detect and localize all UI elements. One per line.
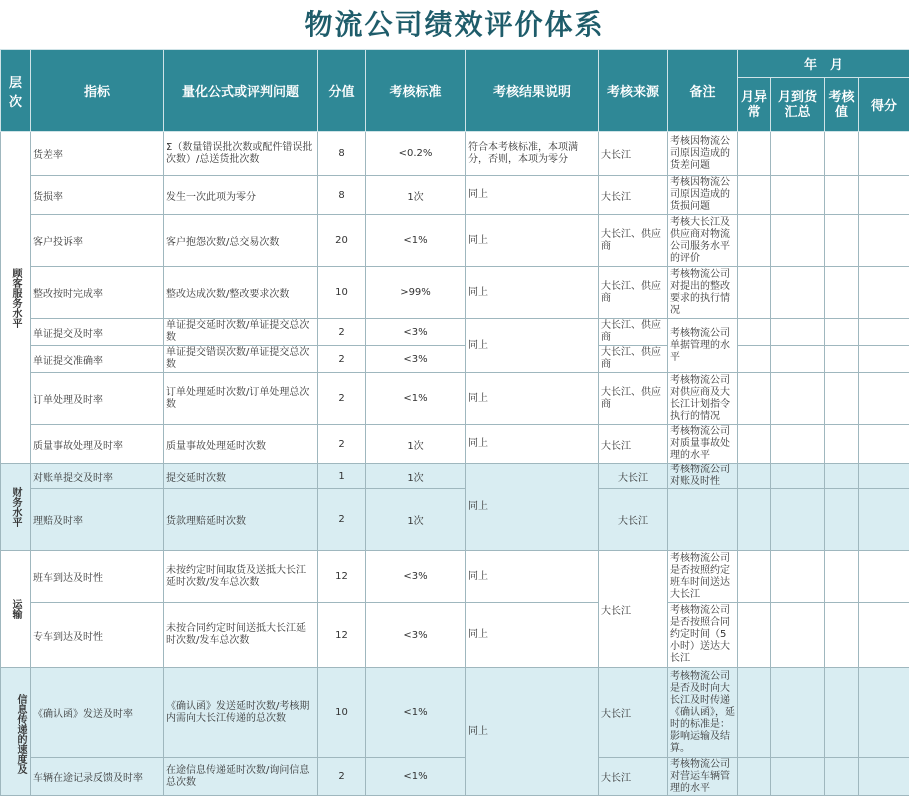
cell-points[interactable] xyxy=(859,464,909,489)
cell-remark: 考核物流公司是否及时向大长江及时传递《确认函》，延时的标准是：影响运输及结算。 xyxy=(668,668,738,758)
cell-points[interactable] xyxy=(859,319,909,346)
table-row xyxy=(1,215,909,267)
cell-result: 同上 xyxy=(466,267,599,319)
cell-indicator: 整改按时完成率 xyxy=(31,267,164,319)
table-row xyxy=(1,346,909,373)
cell-score: 12 xyxy=(318,551,366,603)
cell-monthly-summary[interactable] xyxy=(771,319,825,346)
cell-score: 8 xyxy=(318,176,366,215)
category-finance: 财务水平 xyxy=(1,464,31,551)
cell-result: 符合本考核标准，本项满分，否则，本项为零分 xyxy=(466,132,599,176)
cell-score: 20 xyxy=(318,215,366,267)
table-row xyxy=(1,551,909,603)
cell-score: 2 xyxy=(318,758,366,796)
cell-score: 2 xyxy=(318,489,366,551)
cell-result: 同上 xyxy=(466,176,599,215)
cell-formula: 单证提交延时次数/单证提交总次数 xyxy=(164,319,318,346)
cell-standard: <1% xyxy=(366,215,466,267)
cell-indicator: 货差率 xyxy=(31,132,164,176)
cell-points[interactable] xyxy=(859,425,909,464)
cell-standard: <3% xyxy=(366,346,466,373)
cell-formula: 未按合同约定时间送抵大长江延时次数/发车总次数 xyxy=(164,603,318,668)
cell-monthly-abnormal[interactable] xyxy=(738,176,771,215)
cell-formula: 单证提交错误次数/单证提交总次数 xyxy=(164,346,318,373)
header-level: 层次 xyxy=(1,50,31,132)
cell-standard: <1% xyxy=(366,373,466,425)
cell-remark: 考核物流公司单据管理的水平 xyxy=(668,319,738,373)
header-assessed-value: 考核值 xyxy=(825,78,859,132)
header-source: 考核来源 xyxy=(599,50,668,132)
cell-score: 10 xyxy=(318,668,366,758)
cell-formula: Σ（数量错误批次数或配件错误批次数）/总送货批次数 xyxy=(164,132,318,176)
cell-monthly-abnormal[interactable] xyxy=(738,373,771,425)
cell-score: 12 xyxy=(318,603,366,668)
cell-standard: 1次 xyxy=(366,464,466,489)
cell-source: 大长江 xyxy=(599,425,668,464)
category-info-transfer: 信息传递的速度及 xyxy=(1,668,31,796)
cell-points[interactable] xyxy=(859,215,909,267)
cell-standard: 1次 xyxy=(366,489,466,551)
cell-standard: <1% xyxy=(366,758,466,796)
cell-assessed-value[interactable] xyxy=(825,425,859,464)
cell-source: 大长江 xyxy=(599,464,668,489)
cell-points[interactable] xyxy=(859,176,909,215)
cell-monthly-abnormal[interactable] xyxy=(738,489,771,551)
table-row xyxy=(1,176,909,215)
cell-formula: 整改达成次数/整改要求次数 xyxy=(164,267,318,319)
cell-monthly-abnormal[interactable] xyxy=(738,346,771,373)
cell-monthly-abnormal[interactable] xyxy=(738,425,771,464)
cell-monthly-abnormal[interactable] xyxy=(738,267,771,319)
header-formula: 量化公式或评判问题 xyxy=(164,50,318,132)
header-points: 得分 xyxy=(859,78,909,132)
cell-result: 同上 xyxy=(466,373,599,425)
cell-points[interactable] xyxy=(859,758,909,796)
cell-indicator: 订单处理及时率 xyxy=(31,373,164,425)
cell-points[interactable] xyxy=(859,489,909,551)
cell-remark: 考核物流公司对供应商及大长江计划指令执行的情况 xyxy=(668,373,738,425)
cell-assessed-value[interactable] xyxy=(825,319,859,346)
cell-indicator: 班车到达及时性 xyxy=(31,551,164,603)
cell-indicator: 理赔及时率 xyxy=(31,489,164,551)
cell-assessed-value[interactable] xyxy=(825,132,859,176)
page-title: 物流公司绩效评价体系 xyxy=(0,0,909,49)
cell-indicator: 单证提交准确率 xyxy=(31,346,164,373)
table-row xyxy=(1,373,909,425)
cell-formula: 发生一次此项为零分 xyxy=(164,176,318,215)
cell-monthly-abnormal[interactable] xyxy=(738,319,771,346)
cell-standard: <3% xyxy=(366,319,466,346)
cell-standard: <3% xyxy=(366,551,466,603)
cell-formula: 《确认函》发送延时次数/考核期内需向大长江传递的总次数 xyxy=(164,668,318,758)
cell-remark: 考核物流公司对账及时性 xyxy=(668,464,738,489)
cell-formula: 订单处理延时次数/订单处理总次数 xyxy=(164,373,318,425)
cell-assessed-value[interactable] xyxy=(825,551,859,603)
cell-result: 同上 xyxy=(466,668,599,796)
cell-monthly-summary[interactable] xyxy=(771,346,825,373)
cell-remark xyxy=(668,489,738,551)
table-row xyxy=(1,267,909,319)
cell-result: 同上 xyxy=(466,215,599,267)
header-monthly-abnormal: 月异常 xyxy=(738,78,771,132)
cell-source: 大长江 xyxy=(599,176,668,215)
cell-assessed-value[interactable] xyxy=(825,464,859,489)
cell-indicator: 质量事故处理及时率 xyxy=(31,425,164,464)
cell-source: 大长江 xyxy=(599,489,668,551)
cell-result: 同上 xyxy=(466,425,599,464)
cell-score: 1 xyxy=(318,464,366,489)
cell-assessed-value[interactable] xyxy=(825,373,859,425)
table-row xyxy=(1,464,909,489)
cell-monthly-abnormal[interactable] xyxy=(738,758,771,796)
cell-standard: <1% xyxy=(366,668,466,758)
cell-monthly-summary[interactable] xyxy=(771,373,825,425)
cell-result: 同上 xyxy=(466,319,599,373)
cell-monthly-summary[interactable] xyxy=(771,489,825,551)
cell-formula: 客户抱怨次数/总交易次数 xyxy=(164,215,318,267)
cell-formula: 货款理赔延时次数 xyxy=(164,489,318,551)
cell-source: 大长江、供应商 xyxy=(599,373,668,425)
cell-formula: 提交延时次数 xyxy=(164,464,318,489)
cell-remark: 考核物流公司是否按照约定班车时间送达大长江 xyxy=(668,551,738,603)
cell-remark: 考核因物流公司原因造成的货损问题 xyxy=(668,176,738,215)
cell-monthly-abnormal[interactable] xyxy=(738,464,771,489)
cell-monthly-summary[interactable] xyxy=(771,668,825,758)
cell-source: 大长江、供应商 xyxy=(599,215,668,267)
cell-score: 2 xyxy=(318,425,366,464)
cell-assessed-value[interactable] xyxy=(825,267,859,319)
cell-indicator: 对账单提交及时率 xyxy=(31,464,164,489)
cell-points[interactable] xyxy=(859,346,909,373)
cell-indicator: 专车到达及时性 xyxy=(31,603,164,668)
cell-standard: >99% xyxy=(366,267,466,319)
cell-monthly-summary[interactable] xyxy=(771,464,825,489)
table-row xyxy=(1,425,909,464)
cell-formula: 未按约定时间取货及送抵大长江延时次数/发车总次数 xyxy=(164,551,318,603)
cell-indicator: 《确认函》发送及时率 xyxy=(31,668,164,758)
cell-indicator: 客户投诉率 xyxy=(31,215,164,267)
cell-standard: <3% xyxy=(366,603,466,668)
cell-monthly-summary[interactable] xyxy=(771,176,825,215)
cell-points[interactable] xyxy=(859,267,909,319)
cell-source: 大长江 xyxy=(599,551,668,668)
cell-source: 大长江 xyxy=(599,668,668,758)
cell-monthly-abnormal[interactable] xyxy=(738,215,771,267)
cell-score: 8 xyxy=(318,132,366,176)
cell-score: 2 xyxy=(318,346,366,373)
header-indicator: 指标 xyxy=(31,50,164,132)
cell-remark: 考核因物流公司原因造成的货差问题 xyxy=(668,132,738,176)
table-row xyxy=(1,758,909,796)
cell-monthly-summary[interactable] xyxy=(771,551,825,603)
cell-monthly-abnormal[interactable] xyxy=(738,603,771,668)
header-standard: 考核标准 xyxy=(366,50,466,132)
category-customer-service: 顾客服务水平 xyxy=(1,132,31,464)
cell-points[interactable] xyxy=(859,551,909,603)
cell-standard: 1次 xyxy=(366,425,466,464)
cell-assessed-value[interactable] xyxy=(825,346,859,373)
cell-points[interactable] xyxy=(859,373,909,425)
table-row xyxy=(1,489,909,551)
header-monthly-summary: 月到货汇总 xyxy=(771,78,825,132)
cell-remark: 考核物流公司是否按照合同约定时间（5小时）送达大长江 xyxy=(668,603,738,668)
cell-source: 大长江、供应商 xyxy=(599,346,668,373)
cell-source: 大长江 xyxy=(599,758,668,796)
header-month-group: 年 月 xyxy=(738,50,909,78)
header-result: 考核结果说明 xyxy=(466,50,599,132)
cell-source: 大长江、供应商 xyxy=(599,319,668,346)
cell-monthly-summary[interactable] xyxy=(771,267,825,319)
cell-monthly-summary[interactable] xyxy=(771,603,825,668)
table-row xyxy=(1,132,909,176)
cell-standard: <0.2% xyxy=(366,132,466,176)
cell-score: 10 xyxy=(318,267,366,319)
evaluation-table xyxy=(0,49,909,796)
cell-source: 大长江 xyxy=(599,132,668,176)
cell-monthly-summary[interactable] xyxy=(771,215,825,267)
cell-indicator: 单证提交及时率 xyxy=(31,319,164,346)
cell-monthly-abnormal[interactable] xyxy=(738,551,771,603)
cell-assessed-value[interactable] xyxy=(825,489,859,551)
cell-monthly-abnormal[interactable] xyxy=(738,668,771,758)
cell-assessed-value[interactable] xyxy=(825,668,859,758)
cell-source: 大长江、供应商 xyxy=(599,267,668,319)
cell-points[interactable] xyxy=(859,132,909,176)
cell-formula: 质量事故处理延时次数 xyxy=(164,425,318,464)
cell-result: 同上 xyxy=(466,464,599,551)
table-row xyxy=(1,668,909,758)
cell-remark: 考核物流公司对提出的整改要求的执行情况 xyxy=(668,267,738,319)
cell-points[interactable] xyxy=(859,603,909,668)
cell-score: 2 xyxy=(318,319,366,346)
cell-assessed-value[interactable] xyxy=(825,603,859,668)
cell-monthly-abnormal[interactable] xyxy=(738,132,771,176)
cell-monthly-summary[interactable] xyxy=(771,758,825,796)
cell-indicator: 车辆在途记录反馈及时率 xyxy=(31,758,164,796)
cell-result: 同上 xyxy=(466,603,599,668)
cell-result: 同上 xyxy=(466,551,599,603)
header-score: 分值 xyxy=(318,50,366,132)
cell-assessed-value[interactable] xyxy=(825,758,859,796)
cell-assessed-value[interactable] xyxy=(825,176,859,215)
cell-indicator: 货损率 xyxy=(31,176,164,215)
cell-points[interactable] xyxy=(859,668,909,758)
cell-score: 2 xyxy=(318,373,366,425)
category-transport: 运输 xyxy=(1,551,31,668)
cell-standard: 1次 xyxy=(366,176,466,215)
cell-monthly-summary[interactable] xyxy=(771,132,825,176)
cell-formula: 在途信息传递延时次数/询问信息总次数 xyxy=(164,758,318,796)
table-row xyxy=(1,319,909,346)
cell-remark: 考核物流公司对质量事故处理的水平 xyxy=(668,425,738,464)
header-remark: 备注 xyxy=(668,50,738,132)
cell-remark: 考核大长江及供应商对物流公司服务水平的评价 xyxy=(668,215,738,267)
cell-monthly-summary[interactable] xyxy=(771,425,825,464)
cell-remark: 考核物流公司对营运车辆管理的水平 xyxy=(668,758,738,796)
table-row xyxy=(1,603,909,668)
cell-assessed-value[interactable] xyxy=(825,215,859,267)
